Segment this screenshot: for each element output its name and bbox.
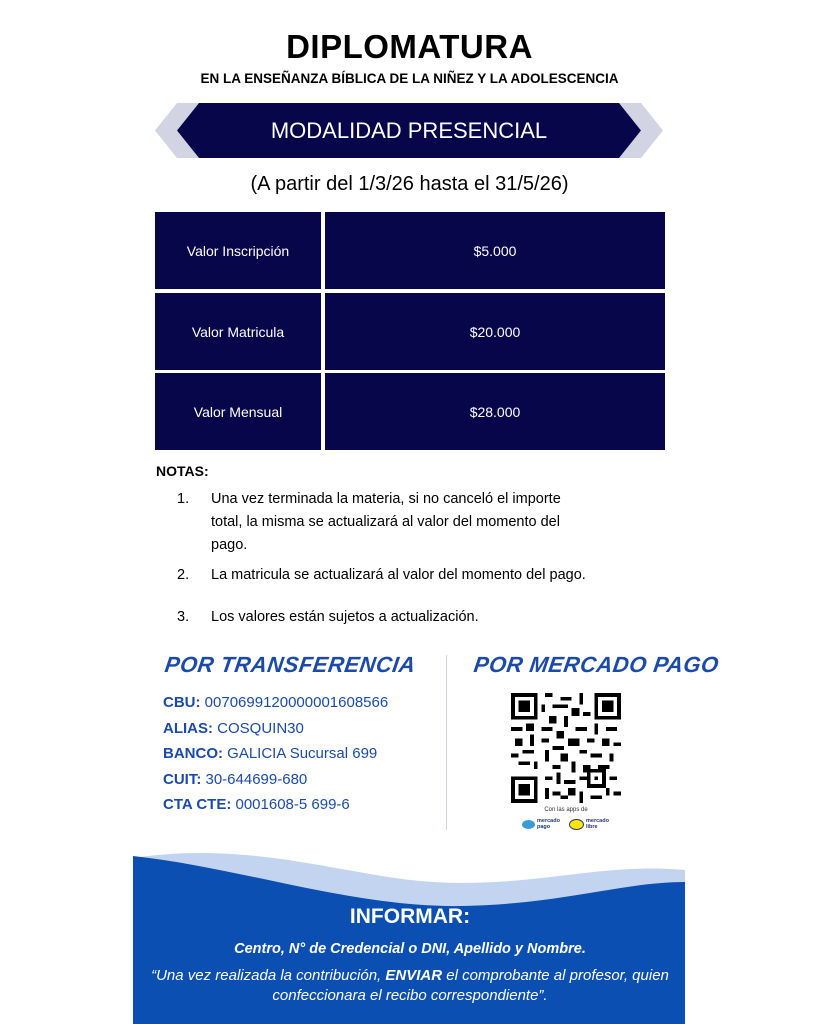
account-key: CTA CTE: bbox=[163, 796, 232, 813]
mercado-pago-icon bbox=[522, 820, 535, 829]
notes-title: NOTAS: bbox=[156, 463, 209, 479]
alias-key: ALIAS: bbox=[163, 719, 213, 737]
fee-value: $28.000 bbox=[469, 403, 521, 420]
modality-label: MODALIDAD PRESENCIAL bbox=[270, 118, 548, 143]
fee-value: $5.000 bbox=[473, 242, 517, 259]
account-row bbox=[163, 796, 443, 822]
transfer-heading: POR TRANSFERENCIA bbox=[163, 652, 418, 677]
fee-value-cell bbox=[325, 373, 665, 450]
mercado-pago-logo bbox=[522, 817, 567, 831]
page-title: DIPLOMATURA bbox=[286, 28, 533, 65]
qr-code-icon bbox=[511, 693, 621, 803]
quote-emphasis: ENVIAR bbox=[385, 967, 443, 984]
fee-label: Valor Mensual bbox=[193, 403, 283, 420]
fee-label-cell bbox=[155, 212, 321, 289]
cbu-row bbox=[163, 694, 443, 720]
column-divider bbox=[446, 655, 447, 830]
cuit-value: 30-644699-680 bbox=[205, 770, 308, 788]
bank-key: BANCO: bbox=[163, 745, 223, 762]
note-line: La matricula se actualizará al valor del momento del pago. bbox=[211, 567, 586, 583]
note-line: total, la misma se actualizará al valor del momento del bbox=[211, 514, 560, 530]
footer-quote bbox=[145, 966, 675, 1006]
note-number: 1. bbox=[177, 491, 190, 507]
mercado-libre-icon bbox=[569, 819, 584, 830]
mercado-pago-label: mercado pago bbox=[537, 818, 560, 830]
note-number: 2. bbox=[177, 567, 190, 583]
note-text bbox=[211, 564, 671, 587]
note-text bbox=[211, 606, 651, 629]
alias-row bbox=[163, 720, 443, 746]
mercado-libre-logo bbox=[569, 817, 614, 831]
fee-label: Valor Matricula bbox=[191, 323, 285, 340]
fee-label: Valor Inscripción bbox=[186, 242, 290, 259]
cbu-key: CBU: bbox=[163, 694, 201, 711]
mercado-pago-heading: POR MERCADO PAGO bbox=[472, 652, 721, 677]
fee-value-cell bbox=[325, 212, 665, 289]
fee-label-cell bbox=[155, 373, 321, 450]
cbu-value: 0070699120000001608566 bbox=[204, 694, 389, 711]
apps-caption: Con las apps de bbox=[544, 807, 588, 813]
bank-row bbox=[163, 745, 443, 771]
fee-label-cell bbox=[155, 293, 321, 370]
cuit-row bbox=[163, 771, 443, 797]
account-value: 0001608-5 699-6 bbox=[235, 796, 350, 813]
quote-end: el comprobante al profesor, quien confeccionara el recibo correspondiente”. bbox=[272, 967, 669, 1004]
fee-value-cell bbox=[325, 293, 665, 370]
quote-start: “Una vez realizada la contribución, bbox=[151, 967, 386, 984]
footer-heading: INFORMAR: bbox=[349, 905, 471, 928]
note-text bbox=[211, 488, 651, 557]
note-number: 3. bbox=[177, 609, 190, 625]
footer-instructions: Centro, N° de Credencial o DNI, Apellido y Nombre. bbox=[234, 941, 586, 957]
bank-value: GALICIA Sucursal 699 bbox=[227, 745, 378, 762]
fee-value: $20.000 bbox=[469, 323, 521, 340]
cuit-key: CUIT: bbox=[163, 770, 202, 788]
period-text: (A partir del 1/3/26 hasta el 31/5/26) bbox=[250, 173, 569, 195]
page-subtitle: EN LA ENSEÑANZA BÍBLICA DE LA NIÑEZ Y LA ADOLESCENCIA bbox=[200, 71, 619, 86]
transfer-details bbox=[163, 694, 443, 822]
alias-value: COSQUIN30 bbox=[217, 719, 304, 737]
note-line: pago. bbox=[211, 537, 248, 553]
mercado-libre-label: mercado libre bbox=[586, 818, 609, 830]
note-line: Los valores están sujetos a actualización. bbox=[211, 609, 479, 625]
note-line: Una vez terminada la materia, si no canceló el importe bbox=[211, 491, 561, 507]
fee-table bbox=[155, 212, 665, 450]
